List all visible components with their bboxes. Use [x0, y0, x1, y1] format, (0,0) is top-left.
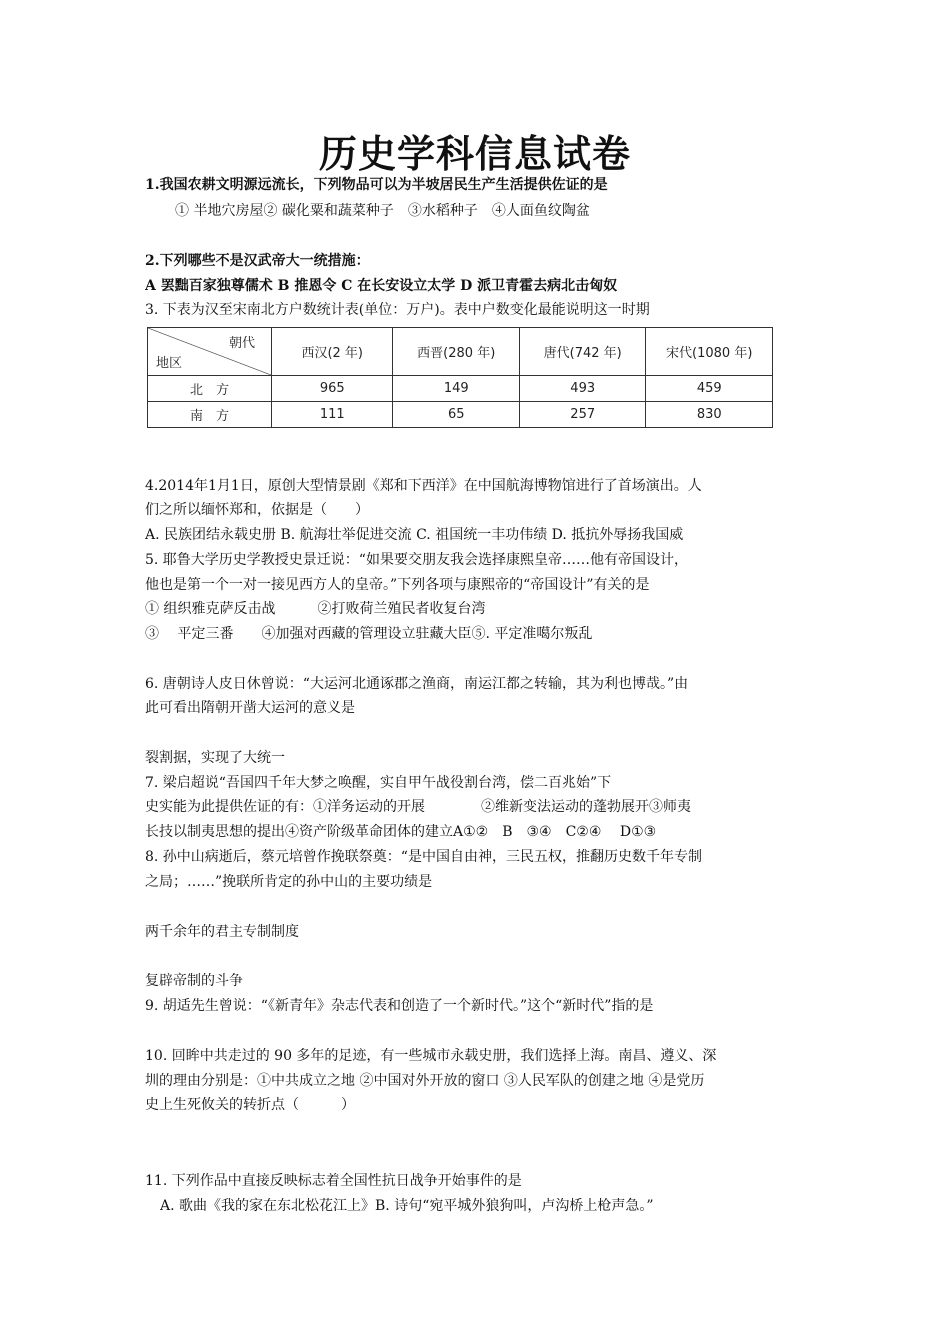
q10-line-1: 10. 回眸中共走过的 90 多年的足迹，有一些城市永载史册，我们选择上海。南昌、遵义、深: [145, 1048, 717, 1064]
table-row: [148, 402, 773, 428]
q8-line-4: 两千余年的君主专制制度: [145, 924, 299, 940]
q5-line-2: 他也是第一个一对一接见西方人的皇帝。”下列各项与康熙帝的“帝国设计”有关的是: [145, 577, 650, 593]
q1-stem: 1.我国农耕文明源远流长，下列物品可以为半坡居民生产生活提供佐证的是: [145, 177, 608, 193]
q5-line-1: 5. 耶鲁大学历史学教授史景迁说：“如果要交朋友我会选择康熙皇帝……他有帝国设计，: [145, 552, 688, 568]
q6-line-1: 6. 唐朝诗人皮日休曾说：“大运河北通诼郡之渔商，南运江都之转输，其为利也博哉。”由: [145, 676, 689, 692]
q2-options: A 罢黜百家独尊儒术 B 推恩令 C 在长安设立太学 D 派卫青霍去病北击匈奴: [145, 278, 618, 294]
q8-line-1: 8. 孙中山病逝后，蔡元培曾作挽联祭奠：“是中国自由神，三民五权，推翻历史数千年专制: [145, 849, 702, 865]
q8-line-6: 复辟帝制的斗争: [145, 973, 243, 989]
table-col-header: 西汉(2 年): [272, 328, 393, 376]
table-cell: 257: [519, 402, 645, 428]
table-row-label: 南 方: [148, 402, 272, 428]
table-cell: 493: [519, 376, 645, 402]
page-title: 历史学科信息试卷: [318, 131, 631, 176]
q11-options: A. 歌曲《我的家在东北松花江上》B. 诗句“宛平城外狼狗叫，卢沟桥上枪声急。”: [160, 1198, 654, 1214]
table-row: [148, 376, 773, 402]
table-row-label: 北 方: [148, 376, 272, 402]
q4-options: A. 民族团结永载史册 B. 航海壮举促进交流 C. 祖国统一丰功伟绩 D. 抵抗外辱扬我国威: [145, 527, 684, 543]
table-corner-cell: [148, 328, 272, 376]
q6-line-4: 裂割据，实现了大统一: [145, 750, 285, 766]
q11-stem: 11. 下列作品中直接反映标志着全国性抗日战争开始事件的是: [145, 1173, 522, 1189]
household-stats-table: [147, 327, 773, 428]
table-cell: 830: [646, 402, 773, 428]
table-cell: 459: [646, 376, 773, 402]
q7-line-1: 7. 梁启超说“吾国四千年大梦之唤醒，实自甲午战役割台湾，偿二百兆始”下: [145, 775, 612, 791]
q7-line-3: 长技以制夷思想的提出④资产阶级革命团体的建立A①② B ③④ C②④ D①③: [145, 824, 657, 840]
q1-items: ① 半地穴房屋② 碳化粟和蔬菜种子 ③水稻种子 ④人面鱼纹陶盆: [175, 203, 590, 219]
table-cell: 111: [272, 402, 393, 428]
table-cell: 965: [272, 376, 393, 402]
q10-line-2: 圳的理由分别是：①中共成立之地 ②中国对外开放的窗口 ③人民军队的创建之地 ④是党历: [145, 1073, 705, 1089]
q7-line-2: 史实能为此提供佐证的有：①洋务运动的开展 ②维新变法运动的蓬勃展开③师夷: [145, 799, 691, 815]
q9-line-1: 9. 胡适先生曾说：“《新青年》杂志代表和创造了一个新时代。”这个“新时代”指的是: [145, 998, 654, 1014]
table-cell: 65: [393, 402, 519, 428]
q2-stem: 2.下列哪些不是汉武帝大一统措施：: [145, 253, 370, 269]
q5-items-2: ③ 平定三番 ④加强对西藏的管理设立驻藏大臣⑤. 平定准噶尔叛乱: [145, 626, 593, 642]
q6-line-2: 此可看出隋朝开凿大运河的意义是: [145, 700, 355, 716]
q10-line-3: 史上生死攸关的转折点（ ）: [145, 1097, 355, 1113]
q5-items-1: ① 组织雅克萨反击战 ②打败荷兰殖民者收复台湾: [145, 601, 486, 617]
q4-line-2: 们之所以缅怀郑和，依据是（ ）: [145, 502, 369, 518]
table-col-header: 宋代(1080 年): [646, 328, 773, 376]
table-col-header: 唐代(742 年): [519, 328, 645, 376]
q8-line-2: 之局；……”挽联所肯定的孙中山的主要功绩是: [145, 874, 433, 890]
table-cell: 149: [393, 376, 519, 402]
corner-label-dynasty: 朝代: [228, 336, 255, 351]
table-header-row: [148, 328, 773, 376]
table-col-header: 西晋(280 年): [393, 328, 519, 376]
q4-line-1: 4.2014年1月1日，原创大型情景剧《郑和下西洋》在中国航海博物馆进行了首场演出。人: [145, 478, 702, 494]
corner-label-region: 地区: [156, 356, 183, 371]
q3-stem: 3. 下表为汉至宋南北方户数统计表(单位：万户)。表中户数变化最能说明这一时期: [145, 302, 650, 318]
diagonal-header: [148, 328, 271, 375]
